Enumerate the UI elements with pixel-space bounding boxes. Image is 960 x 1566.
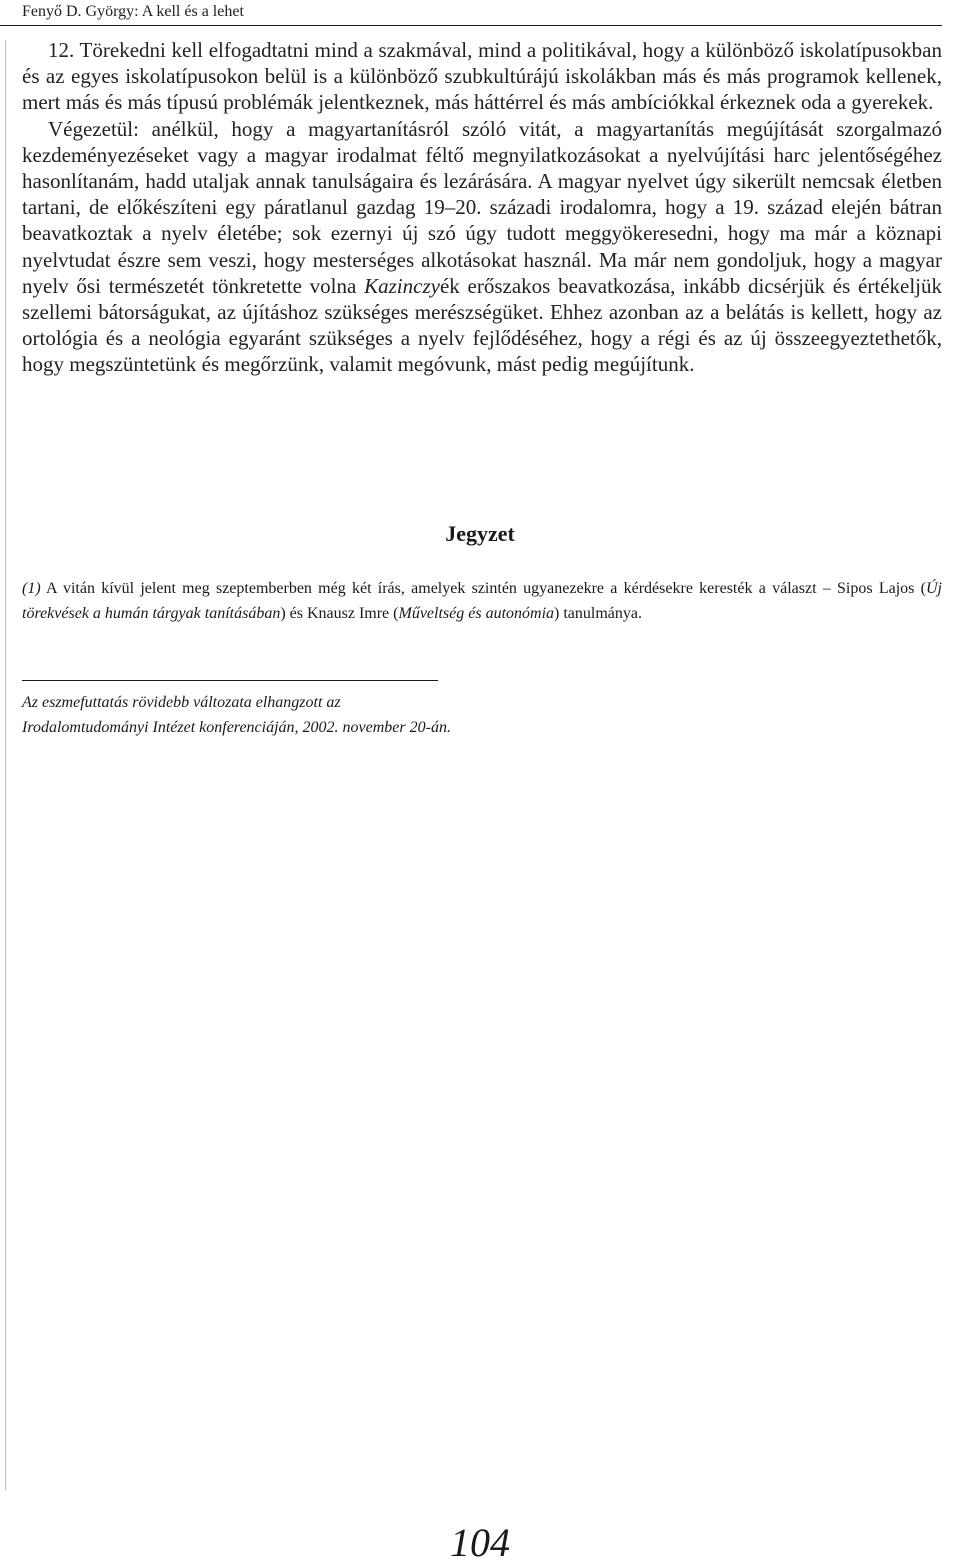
closing-text-part1: Végezetül: anélkül, hogy a magyartanításról szóló vitát, a magyartanítás megújítását szorgalmazó kezdeményezéseket vagy a magyar irodalmat féltő megnyilatkozásokat a nyelvújítási harc jelentőségéhez hasonlítanám, hadd utaljak annak tanulságaira és lezárására. A magyar nyelvet úgy sikerült nemcsak életben tartani, de előkészíteni egy páratlanul gazdag 19–20. századi irodalomra, hogy a 19. század elején bátran beavatkoztak a nyelv életébe; sok ezernyi új szó úgy tudott meggyökeresedni, hogy ma már a köznapi nyelvtudat észre sem veszi, hogy mesterséges alkotásokat használ. Ma már nem gondoljuk, hogy a magyar nyelv ősi természetét tönkretette volna bbox=[22, 116, 942, 298]
closing-name-kazinczy: Kazinczy bbox=[364, 273, 440, 298]
footnote-text-a: A vitán kívül jelent meg szeptemberben még két írás, amelyek szintén ugyanezekre a kérdésekre keresték a választ – Sipos Lajos ( bbox=[40, 580, 926, 597]
notes-heading: Jegyzet bbox=[445, 521, 515, 546]
presentation-credit: Az eszmefuttatás rövidebb változata elhangzott az Irodalomtudományi Intézet konferenciáján, 2002. november 20-án. bbox=[22, 694, 451, 736]
closing-text-part2: ék erőszakos beavatkozása, inkább dicsérjük és értékeljük szellemi bátorságukat, az újításhoz szükséges merészségüket. Ehhez azonban az a belátás is kellett, hogy az ortológia és a neológia egyaránt szükséges a nyelv fejlődéséhez, hogy a régi és az új összeegyeztethetők, hogy megszüntetünk és megőrzünk, valamit megóvunk, mást pedig megújítunk. bbox=[22, 273, 943, 377]
main-text bbox=[22, 37, 942, 378]
paragraph-closing bbox=[22, 116, 942, 378]
footnote-title-2: Műveltség és autonómia bbox=[398, 604, 555, 622]
footnote-text-b: ) és Knausz Imre ( bbox=[280, 604, 399, 622]
footnote-text-c: ) tanulmánya. bbox=[554, 604, 642, 622]
margin-rule bbox=[5, 40, 6, 1490]
running-head: Fenyő D. György: A kell és a lehet bbox=[22, 3, 244, 20]
footnote-1 bbox=[22, 577, 942, 626]
footnote-title-1: Új törekvések a humán tárgyak tanításában bbox=[22, 580, 942, 622]
header-rule bbox=[0, 25, 942, 26]
paragraph-12: 12. Törekedni kell elfogadtatni mind a szakmával, mind a politikával, hogy a különböző iskolatípusokban és az egyes iskolatípusokon belül is a különböző szubkultúrájú iskolákban más és más programok kellenek, mert más és más típusú problémák jelentkeznek, más háttérrel és más ambíciókkal érkeznek oda a gyerekek. bbox=[22, 38, 942, 115]
page-number: 104 bbox=[450, 1520, 510, 1565]
footnote-marker: (1) bbox=[22, 580, 41, 597]
footnote-rule bbox=[22, 680, 438, 681]
